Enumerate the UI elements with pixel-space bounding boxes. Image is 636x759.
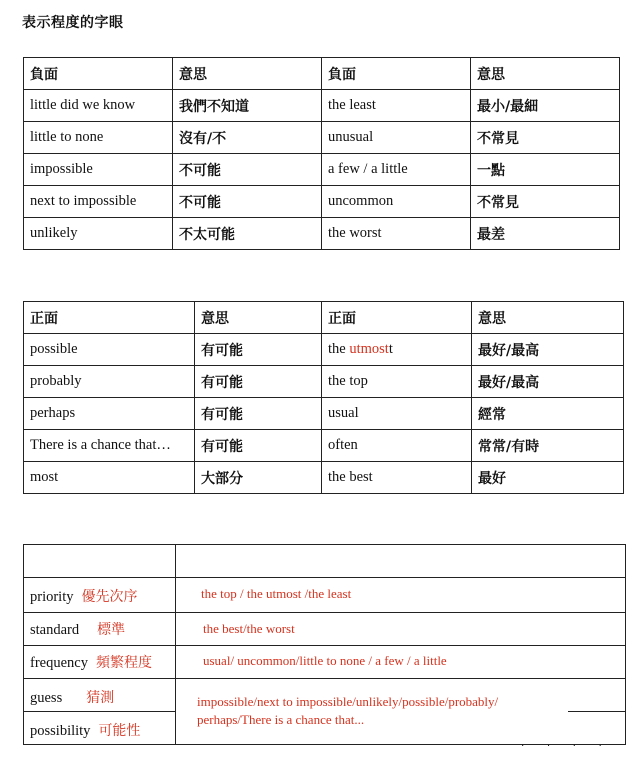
table-cell: 不常見 <box>471 122 620 154</box>
header-cell: 負面 <box>24 58 173 90</box>
table-row <box>24 398 624 430</box>
table-row <box>24 154 620 186</box>
table-cell: little did we know <box>24 90 173 122</box>
table-cell: 一點 <box>471 154 620 186</box>
footer-dots: · · · · <box>521 741 612 752</box>
table-cell: 不太可能 <box>173 218 322 250</box>
term-label: standard <box>30 622 80 638</box>
table-cell: uncommon <box>322 186 471 218</box>
category-row-guess <box>30 687 114 707</box>
header-cell: 正面 <box>24 302 195 334</box>
words-guess-possibility-line2: perhaps/There is a chance that... <box>197 712 365 727</box>
chinese-annotation: 可能性 <box>98 723 141 739</box>
table-row <box>24 462 624 494</box>
table-row <box>24 90 620 122</box>
table-cell: a few / a little <box>322 154 471 186</box>
category-row-priority <box>30 586 138 606</box>
header-cell: 意思 <box>471 58 620 90</box>
table-cell: There is a chance that… <box>24 430 195 462</box>
table-cell: 有可能 <box>195 366 322 398</box>
table-cell: 最好 <box>472 462 624 494</box>
chinese-annotation: 優先次序 <box>81 589 138 605</box>
table-cell: 不常見 <box>471 186 620 218</box>
term-label: priority <box>30 589 74 605</box>
table-cell: 沒有/不 <box>173 122 322 154</box>
table-cell: 常常/有時 <box>472 430 624 462</box>
words-standard: the best/the worst <box>203 621 295 636</box>
table-header-row <box>24 58 620 90</box>
table-row <box>24 430 624 462</box>
table-cell: little to none <box>24 122 173 154</box>
table-cell: 最好/最高 <box>472 334 624 366</box>
words-guess-possibility-line1: impossible/next to impossible/unlikely/possible/probably/ <box>197 694 499 709</box>
header-cell: 負面 <box>322 58 471 90</box>
table-cell: unusual <box>322 122 471 154</box>
table-cell: 不可能 <box>173 186 322 218</box>
table-cell: 有可能 <box>195 398 322 430</box>
header-cell: 意思 <box>173 58 322 90</box>
table-divider <box>23 711 175 712</box>
chinese-annotation: 頻繁程度 <box>95 655 152 671</box>
table-divider <box>23 577 626 578</box>
table-divider <box>568 711 626 712</box>
table-cell: the top <box>322 366 472 398</box>
term-label: possibility <box>30 723 91 739</box>
table-cell: often <box>322 430 472 462</box>
table-row <box>24 366 624 398</box>
table-header-row <box>24 302 624 334</box>
words-priority: the top / the utmost /the least <box>201 586 352 601</box>
category-row-possibility <box>30 720 140 740</box>
header-cell: 意思 <box>195 302 322 334</box>
table-cell: 經常 <box>472 398 624 430</box>
table-cell: 有可能 <box>195 430 322 462</box>
table-row <box>24 122 620 154</box>
table-divider <box>23 612 626 613</box>
table-cell: 最好/最高 <box>472 366 624 398</box>
table-cell: 有可能 <box>195 334 322 366</box>
table-cell: most <box>24 462 195 494</box>
table-row <box>24 218 620 250</box>
table-cell <box>322 334 472 366</box>
positive-degree-table <box>23 301 624 494</box>
table-divider <box>23 678 626 679</box>
table-row <box>24 186 620 218</box>
table-divider <box>23 645 626 646</box>
term-label: frequency <box>30 655 88 671</box>
header-cell: 正面 <box>322 302 472 334</box>
table-row <box>24 334 624 366</box>
header-cell: 意思 <box>472 302 624 334</box>
table-cell: possible <box>24 334 195 366</box>
chinese-annotation: 猜測 <box>86 690 115 706</box>
table-cell: perhaps <box>24 398 195 430</box>
words-frequency: usual/ uncommon/little to none / a few / a little <box>203 653 447 668</box>
table-cell: 不可能 <box>173 154 322 186</box>
table-cell: 最小/最細 <box>471 90 620 122</box>
table-cell: probably <box>24 366 195 398</box>
negative-degree-table <box>23 57 620 250</box>
cell-text: t <box>388 341 393 357</box>
table-cell: next to impossible <box>24 186 173 218</box>
table-cell: usual <box>322 398 472 430</box>
red-annotation: utmost <box>349 341 389 357</box>
chinese-annotation: 標準 <box>97 622 126 638</box>
table-cell: 我們不知道 <box>173 90 322 122</box>
table-cell: the worst <box>322 218 471 250</box>
table-cell: 最差 <box>471 218 620 250</box>
table-cell: unlikely <box>24 218 173 250</box>
category-row-frequency <box>30 652 152 672</box>
page-title: 表示程度的字眼 <box>22 15 124 31</box>
table-cell: the best <box>322 462 472 494</box>
cell-text: the <box>328 341 350 357</box>
table-cell: impossible <box>24 154 173 186</box>
category-row-standard <box>30 619 125 639</box>
table-cell: the least <box>322 90 471 122</box>
table-cell: 大部分 <box>195 462 322 494</box>
term-label: guess <box>30 690 63 706</box>
